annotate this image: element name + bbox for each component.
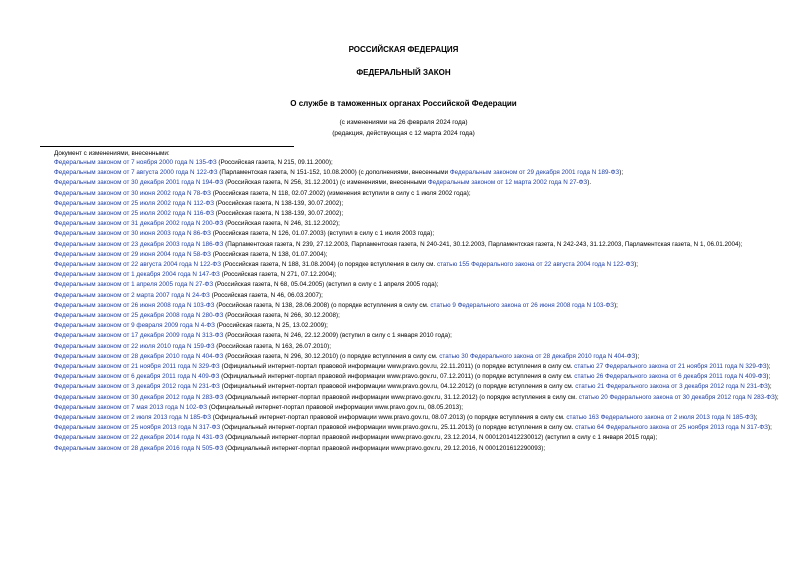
amendment-source-text: (Российская газета, N 215, 09.11.2000); — [216, 159, 333, 166]
amendment-closing-text: ); — [635, 352, 640, 360]
amendment-item — [40, 321, 800, 331]
amendment-law-link[interactable]: Федеральным законом от 1 декабря 2004 года N 147-ФЗ — [54, 271, 220, 279]
amendment-law-link[interactable]: Федеральным законом от 30 июня 2003 года N 86-ФЗ — [54, 230, 211, 238]
amendment-law-link[interactable]: Федеральным законом от 21 ноября 2011 года N 329-ФЗ — [54, 363, 220, 371]
amendment-source-text: (Российская газета, N 68, 05.04.2005) (вступил в силу с 1 апреля 2005 года); — [213, 281, 439, 289]
amendment-source-text: (Российская газета, N 271, 07.12.2004); — [219, 271, 337, 279]
amendment-item — [40, 260, 800, 270]
amendment-reference-link[interactable]: статью 26 Федерального закона от 6 декабря 2011 года N 409-ФЗ — [574, 373, 767, 381]
amendment-law-link[interactable]: Федеральным законом от 25 ноября 2013 года N 317-ФЗ — [54, 424, 221, 432]
amendment-source-text: (Официальный интернет-портал правовой информации www.pravo.gov.ru, 08.05.2013); — [207, 403, 464, 411]
amendment-item — [40, 189, 800, 199]
amendment-item — [40, 240, 800, 250]
separator-line — [40, 146, 294, 147]
amendment-item — [40, 331, 800, 341]
amendment-item — [40, 352, 800, 362]
changes-note: (с изменениями на 26 февраля 2024 года) — [339, 119, 468, 126]
amendment-law-link[interactable]: Федеральным законом от 30 июня 2002 года N 78-ФЗ — [54, 189, 211, 197]
amendment-source-text: (Официальный интернет-портал правовой информации www.pravo.gov.ru, 07.12.2011) (о порядке вступления в силу см. — [219, 373, 575, 381]
amendment-source-text: (Российская газета, N 188, 31.08.2004) (о порядке вступления в силу см. — [221, 261, 437, 269]
amendment-source-text: (Официальный интернет-портал правовой информации www.pravo.gov.ru, 22.11.2011) (о порядке вступления в силу см. — [219, 363, 575, 371]
amendment-item — [40, 219, 800, 229]
amendment-source-text: (Российская газета, N 25, 13.02.2009); — [214, 322, 328, 330]
amendment-law-link[interactable]: Федеральным законом от 25 декабря 2008 года N 280-ФЗ — [54, 312, 224, 320]
amendment-law-link[interactable]: Федеральным законом от 9 февраля 2009 года N 4-ФЗ — [54, 322, 215, 330]
amendment-law-link[interactable]: Федеральным законом от 7 августа 2000 года N 122-ФЗ — [54, 169, 218, 177]
amendment-closing-text: ); — [766, 373, 771, 381]
amendment-source-text: (Российская газета, N 138, 01.07.2004); — [210, 250, 328, 258]
amendment-item — [40, 372, 800, 382]
amendment-source-text: (Российская газета, N 296, 30.12.2010) (о порядке вступления в силу см. — [223, 352, 440, 360]
amendment-item — [40, 250, 800, 260]
edition-note: (редакция, действующая с 12 марта 2024 года) — [332, 130, 475, 137]
amendment-law-link[interactable]: Федеральным законом от 2 июля 2013 года N 185-ФЗ — [54, 414, 212, 422]
amendment-source-text: (Официальный интернет-портал правовой информации www.pravo.gov.ru, 08.07.2013) (о порядке вступления в силу см. — [211, 414, 567, 422]
amendment-source-text: (Официальный интернет-портал правовой информации www.pravo.gov.ru, 04.12.2012) (о порядке вступления в силу см. — [219, 383, 576, 391]
amendment-law-link[interactable]: Федеральным законом от 30 декабря 2001 года N 194-ФЗ — [54, 179, 224, 187]
amendment-closing-text: ); — [766, 363, 771, 371]
amendment-item — [40, 342, 800, 352]
amendment-item — [40, 382, 800, 392]
amendments-list — [40, 158, 800, 454]
amendment-law-link[interactable]: Федеральным законом от 22 декабря 2014 года N 431-ФЗ — [54, 434, 224, 442]
amendment-source-text: (Российская газета, N 118, 02.07.2002) (изменения вступили в силу с 1 июля 2002 года); — [210, 189, 471, 197]
amendment-law-link[interactable]: Федеральным законом от 30 декабря 2012 года N 283-ФЗ — [54, 393, 224, 401]
amendment-item — [40, 280, 800, 290]
amendment-item — [40, 403, 800, 413]
amendment-source-text: (Официальный интернет-портал правовой информации www.pravo.gov.ru, 29.12.2016, N 0001201612290093); — [223, 444, 546, 452]
amendment-law-link[interactable]: Федеральным законом от 29 июня 2004 года N 58-ФЗ — [54, 250, 211, 258]
amendment-source-text: (Парламентская газета, N 239, 27.12.2003, Парламентская газета, N 240-241, 30.12.2003, Парламентская газета, N 242-243, 31.12.2003, Парламентская газета, N 1, 06.01.2004); — [223, 240, 743, 248]
amendment-reference-link[interactable]: статью 163 Федерального закона от 2 июля 2013 года N 185-ФЗ — [566, 414, 754, 422]
amendment-source-text: (Официальный интернет-портал правовой информации www.pravo.gov.ru, 25.11.2013) (о порядке вступления в силу см. — [220, 424, 576, 432]
amendment-closing-text: ); — [634, 261, 639, 269]
amendment-source-text: (Российская газета, N 126, 01.07.2003) (вступил в силу с 1 июля 2003 года); — [210, 230, 435, 238]
amendment-reference-link[interactable]: статью 20 Федерального закона от 30 декабря 2012 года N 283-ФЗ — [578, 393, 775, 401]
amendment-item — [40, 158, 800, 168]
amendment-item — [40, 199, 800, 209]
amendment-item — [40, 393, 800, 403]
amendment-law-link[interactable]: Федеральным законом от 17 декабря 2009 года N 313-ФЗ — [54, 332, 224, 340]
amendment-law-link[interactable]: Федеральным законом от 3 декабря 2012 года N 231-ФЗ — [54, 383, 220, 391]
amendment-reference-link[interactable]: Федеральным законом от 12 марта 2002 года N 27-ФЗ — [427, 179, 588, 187]
amendment-closing-text: ). — [587, 179, 592, 187]
amendment-item — [40, 168, 800, 178]
amendment-source-text: (Российская газета, N 138, 28.06.2008) (о порядке вступления в силу см. — [214, 301, 431, 309]
amendment-law-link[interactable]: Федеральным законом от 6 декабря 2011 года N 409-ФЗ — [54, 373, 220, 381]
amendment-item — [40, 311, 800, 321]
amendment-law-link[interactable]: Федеральным законом от 22 августа 2004 года N 122-ФЗ — [54, 261, 222, 269]
amendment-law-link[interactable]: Федеральным законом от 28 декабря 2010 года N 404-ФЗ — [54, 352, 224, 360]
amendment-law-link[interactable]: Федеральным законом от 7 ноября 2000 года N 135-ФЗ — [54, 159, 217, 166]
amendment-law-link[interactable]: Федеральным законом от 31 декабря 2002 года N 200-ФЗ — [54, 220, 224, 228]
amendment-law-link[interactable]: Федеральным законом от 1 апреля 2005 года N 27-ФЗ — [54, 281, 214, 289]
amendment-item — [40, 433, 800, 443]
amendment-source-text: (Российская газета, N 46, 06.03.2007); — [209, 291, 323, 299]
amendment-law-link[interactable]: Федеральным законом от 7 мая 2013 года N 102-ФЗ — [54, 403, 208, 411]
amendment-closing-text: ); — [774, 393, 779, 401]
amendment-law-link[interactable]: Федеральным законом от 26 июня 2008 года N 103-ФЗ — [54, 301, 215, 309]
amendment-reference-link[interactable]: Федеральным законом от 29 декабря 2001 года N 189-ФЗ — [449, 169, 620, 177]
amendment-reference-link[interactable]: статью 9 Федерального закона от 26 июня 2008 года N 103-ФЗ — [430, 301, 615, 309]
amendment-item — [40, 413, 800, 423]
amendment-item — [40, 291, 800, 301]
amendment-closing-text: ); — [767, 424, 772, 432]
document-type-heading: ФЕДЕРАЛЬНЫЙ ЗАКОН — [356, 68, 451, 77]
amendment-item — [40, 209, 800, 219]
amendment-source-text: (Парламентская газета, N 151-152, 10.08.2000) (с дополнениями, внесенными — [217, 169, 450, 177]
amendment-item — [40, 178, 800, 188]
amendment-closing-text: ); — [619, 169, 624, 177]
amendment-source-text: (Официальный интернет-портал правовой информации www.pravo.gov.ru, 31.12.2012) (о порядке вступления в силу см. — [223, 393, 579, 401]
country-heading: РОССИЙСКАЯ ФЕДЕРАЦИЯ — [348, 45, 459, 54]
amendment-law-link[interactable]: Федеральным законом от 23 декабря 2003 года N 186-ФЗ — [54, 240, 224, 248]
amendment-reference-link[interactable]: статью 27 Федерального закона от 21 ноября 2011 года N 329-ФЗ — [574, 363, 767, 371]
amendment-source-text: (Российская газета, N 163, 26.07.2010); — [214, 342, 332, 350]
amendment-law-link[interactable]: Федеральным законом от 2 марта 2007 года N 24-ФЗ — [54, 291, 210, 299]
law-title: О службе в таможенных органах Российской Федерации — [290, 99, 517, 108]
amendment-source-text: (Российская газета, N 256, 31.12.2001) (с изменениями, внесенными — [223, 179, 428, 187]
amendment-item — [40, 444, 800, 454]
amendment-closing-text: ); — [767, 383, 772, 391]
amendment-item — [40, 423, 800, 433]
amendment-item — [40, 270, 800, 280]
amendment-item — [40, 229, 800, 239]
amendment-law-link[interactable]: Федеральным законом от 22 июля 2010 года N 159-ФЗ — [54, 342, 215, 350]
amendment-source-text: (Российская газета, N 138-139, 30.07.2002); — [214, 199, 344, 207]
amendment-source-text: (Российская газета, N 266, 30.12.2008); — [223, 312, 340, 320]
amendment-law-link[interactable]: Федеральным законом от 25 июля 2002 года N 116-ФЗ — [54, 210, 215, 218]
amendment-item — [40, 301, 800, 311]
amendments-intro: Документ с изменениями, внесенными: — [54, 150, 170, 157]
amendment-item — [40, 362, 800, 372]
amendment-law-link[interactable]: Федеральным законом от 28 декабря 2016 года N 505-ФЗ — [54, 444, 224, 452]
amendment-source-text: (Российская газета, N 138-139, 30.07.2002); — [214, 210, 344, 218]
amendment-source-text: (Российская газета, N 246, 31.12.2002); — [223, 220, 340, 228]
amendment-law-link[interactable]: Федеральным законом от 25 июля 2002 года N 112-ФЗ — [54, 199, 215, 207]
amendment-reference-link[interactable]: статью 155 Федерального закона от 22 августа 2004 года N 122-ФЗ — [436, 261, 635, 269]
amendment-reference-link[interactable]: статью 64 Федерального закона от 25 ноября 2013 года N 317-ФЗ — [575, 424, 768, 432]
amendment-closing-text: ); — [753, 414, 758, 422]
amendment-reference-link[interactable]: статью 21 Федерального закона от 3 декабря 2012 года N 231-ФЗ — [575, 383, 768, 391]
amendment-source-text: (Официальный интернет-портал правовой информации www.pravo.gov.ru, 23.12.2014, N 0001201412230012) (вступил в силу с 1 января 2015 года); — [223, 434, 658, 442]
amendment-reference-link[interactable]: статью 30 Федерального закона от 28 декабря 2010 года N 404-ФЗ — [439, 352, 636, 360]
amendment-source-text: (Российская газета, N 246, 22.12.2009) (вступил в силу с 1 января 2010 года); — [223, 332, 452, 340]
amendment-closing-text: ); — [614, 301, 618, 309]
